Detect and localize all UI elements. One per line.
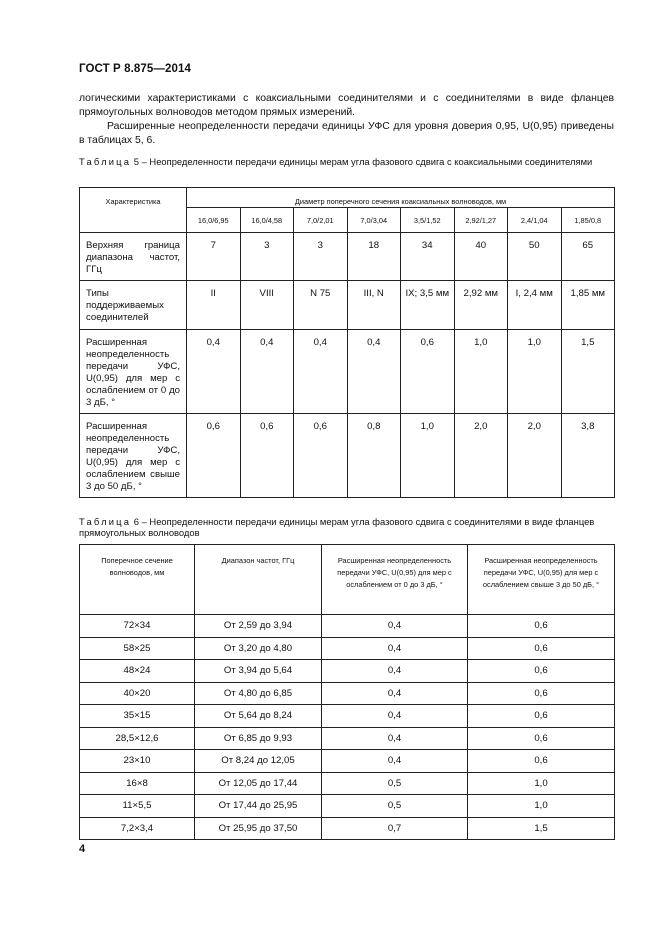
table5-value-cell: 0,8 xyxy=(347,414,401,498)
table6-cell: 7,2×3,4 xyxy=(80,817,195,840)
table5-diameter-cell: 3,5/1,52 xyxy=(401,208,455,233)
table6-cell: 1,0 xyxy=(468,772,615,795)
table5-value-cell: 0,6 xyxy=(240,414,294,498)
table6-cell: 0,6 xyxy=(468,660,615,683)
table5-value-cell: 65 xyxy=(561,233,615,281)
table5-value-cell: 0,4 xyxy=(187,330,241,414)
table6-cell: От 6,85 до 9,93 xyxy=(195,727,322,750)
table5-value-cell: 3,8 xyxy=(561,414,615,498)
table5-value-cell: 1,0 xyxy=(454,330,508,414)
table6-cell: 0,6 xyxy=(468,750,615,773)
table5-value-cell: 0,6 xyxy=(294,414,348,498)
table5-diameter-cell: 7,0/2,01 xyxy=(294,208,348,233)
table6-caption-text: 6 – Неопределенности передачи единицы мерам угла фазового сдвига с соединителями в виде фланцев прямоугольных волноводов xyxy=(79,516,595,538)
table6-cell: 0,7 xyxy=(322,817,468,840)
table5-value-cell: II xyxy=(187,281,241,330)
table6-header-cell: Расширенная неопределенность передачи УФС, U(0,95) для мер с ослаблением свыше 3 до 50 дБ, ° xyxy=(468,545,615,615)
table6-cell: 11×5,5 xyxy=(80,795,195,818)
table6-cell: 1,5 xyxy=(468,817,615,840)
table5-value-cell: 0,4 xyxy=(347,330,401,414)
table5-value-cell: 18 xyxy=(347,233,401,281)
table6-cell: 0,6 xyxy=(468,727,615,750)
table6-header-cell: Поперечное сечение волноводов, мм xyxy=(80,545,195,615)
table6-cell: 23×10 xyxy=(80,750,195,773)
table-row xyxy=(80,795,615,818)
table6-header-row xyxy=(80,545,615,615)
table5-value-cell: 1,0 xyxy=(401,414,455,498)
table5-diameter-cell: 1,85/0,8 xyxy=(561,208,615,233)
table5-caption-word: Таблица xyxy=(79,156,132,167)
paragraph-1: логическими характеристиками с коаксиальными соединителями и с соединителями в виде фланцев прямоугольных волноводов методом прямых измерений. xyxy=(79,93,614,118)
table5-value-cell: VIII xyxy=(240,281,294,330)
page-number: 4 xyxy=(79,843,86,855)
table6-cell: 0,4 xyxy=(322,660,468,683)
table5-value-cell: 2,0 xyxy=(508,414,562,498)
table5-diameter-cell: 16,0/4,58 xyxy=(240,208,294,233)
table-row xyxy=(80,727,615,750)
table5-row-label: Расширенная неопределенность передачи УФС, U(0,95) для мер с ослаблением свыше 3 до 50 дБ, ° xyxy=(80,414,187,498)
table5-value-cell: 3 xyxy=(240,233,294,281)
table-row xyxy=(80,660,615,683)
table5-value-cell: 1,0 xyxy=(508,330,562,414)
table5-diameter-cell: 16,0/6,95 xyxy=(187,208,241,233)
table6-cell: 1,0 xyxy=(468,795,615,818)
table6-cell: От 4,80 до 6,85 xyxy=(195,682,322,705)
table-row xyxy=(80,682,615,705)
table6-cell: От 3,20 до 4,80 xyxy=(195,637,322,660)
table6-cell: От 3,94 до 5,64 xyxy=(195,660,322,683)
table5-row xyxy=(80,233,615,281)
paragraph-2: Расширенные неопределенности передачи единицы УФС для уровня доверия 0,95, U(0,95) приведены в таблицах 5, 6. xyxy=(79,121,614,146)
table6-header-cell: Расширенная неопределенность передачи УФС, U(0,95) для мер с ослаблением от 0 до 3 дБ, ° xyxy=(322,545,468,615)
document-header: ГОСТ Р 8.875—2014 xyxy=(79,63,191,75)
table5-diameter-cell: 7,0/3,04 xyxy=(347,208,401,233)
table5-diameter-cell: 2,4/1,04 xyxy=(508,208,562,233)
table5-value-cell: 34 xyxy=(401,233,455,281)
table6-cell: 0,4 xyxy=(322,750,468,773)
table5-value-cell: 1,85 мм xyxy=(561,281,615,330)
table5-value-cell: IX; 3,5 мм xyxy=(401,281,455,330)
table6-cell: 0,4 xyxy=(322,682,468,705)
table6-caption-word: Таблица xyxy=(79,516,132,527)
table6-cell: 35×15 xyxy=(80,705,195,728)
table6-cell: От 5,64 до 8,24 xyxy=(195,705,322,728)
table5-diameter-cell: 2,92/1,27 xyxy=(454,208,508,233)
table5-value-cell: 2,92 мм xyxy=(454,281,508,330)
table6-cell: От 25,95 до 37,50 xyxy=(195,817,322,840)
table6-header-cell: Диапазон частот, ГГц xyxy=(195,545,322,615)
table5-group-header: Диаметр поперечного сечения коаксиальных волноводов, мм xyxy=(187,188,615,208)
table5-header-row xyxy=(80,188,615,208)
table5-value-cell: 0,4 xyxy=(294,330,348,414)
table5-col-header: Характеристика xyxy=(80,188,187,233)
table5-value-cell: N 75 xyxy=(294,281,348,330)
table6-cell: 0,6 xyxy=(468,615,615,638)
table6-cell: 48×24 xyxy=(80,660,195,683)
table5-row-label: Верхняя граница диапазона частот, ГГц xyxy=(80,233,187,281)
table6-cell: От 8,24 до 12,05 xyxy=(195,750,322,773)
table6-cell: 16×8 xyxy=(80,772,195,795)
table-row xyxy=(80,705,615,728)
table6-cell: От 2,59 до 3,94 xyxy=(195,615,322,638)
table5-value-cell: 2,0 xyxy=(454,414,508,498)
table5-value-cell: 0,6 xyxy=(187,414,241,498)
table6-cell: 0,4 xyxy=(322,615,468,638)
table6-cell: 0,6 xyxy=(468,682,615,705)
table5-value-cell: 50 xyxy=(508,233,562,281)
table-row xyxy=(80,750,615,773)
table5-value-cell: I, 2,4 мм xyxy=(508,281,562,330)
table5-value-cell: III, N xyxy=(347,281,401,330)
table6-cell: 0,4 xyxy=(322,705,468,728)
table5-row xyxy=(80,330,615,414)
table5-value-cell: 0,4 xyxy=(240,330,294,414)
table-row xyxy=(80,772,615,795)
table6-cell: От 12,05 до 17,44 xyxy=(195,772,322,795)
table6-cell: 28,5×12,6 xyxy=(80,727,195,750)
table6-cell: 0,4 xyxy=(322,637,468,660)
table5-caption-text: 5 – Неопределенности передачи единицы мерам угла фазового сдвига с коаксиальными соединителями xyxy=(133,156,593,167)
table6-cell: 40×20 xyxy=(80,682,195,705)
table6-cell: От 17,44 до 25,95 xyxy=(195,795,322,818)
table-row xyxy=(80,817,615,840)
table6-cell: 0,5 xyxy=(322,772,468,795)
table5-value-cell: 3 xyxy=(294,233,348,281)
table-row xyxy=(80,637,615,660)
table6 xyxy=(79,544,615,840)
table5-row-label: Типы поддерживаемых соединителей xyxy=(80,281,187,330)
table6-cell: 0,6 xyxy=(468,705,615,728)
table6-cell: 0,6 xyxy=(468,637,615,660)
table5-row xyxy=(80,281,615,330)
table6-cell: 0,4 xyxy=(322,727,468,750)
table5-value-cell: 0,6 xyxy=(401,330,455,414)
table6-cell: 0,5 xyxy=(322,795,468,818)
table5-value-cell: 1,5 xyxy=(561,330,615,414)
table5 xyxy=(79,187,615,498)
table6-cell: 58×25 xyxy=(80,637,195,660)
table6-caption xyxy=(79,516,614,538)
table5-caption xyxy=(79,156,614,167)
table-row xyxy=(80,615,615,638)
table5-row xyxy=(80,414,615,498)
table6-cell: 72×34 xyxy=(80,615,195,638)
table5-value-cell: 40 xyxy=(454,233,508,281)
table5-row-label: Расширенная неопределенность передачи УФС, U(0,95) для мер с ослаблением от 0 до 3 дБ, ° xyxy=(80,330,187,414)
table5-value-cell: 7 xyxy=(187,233,241,281)
